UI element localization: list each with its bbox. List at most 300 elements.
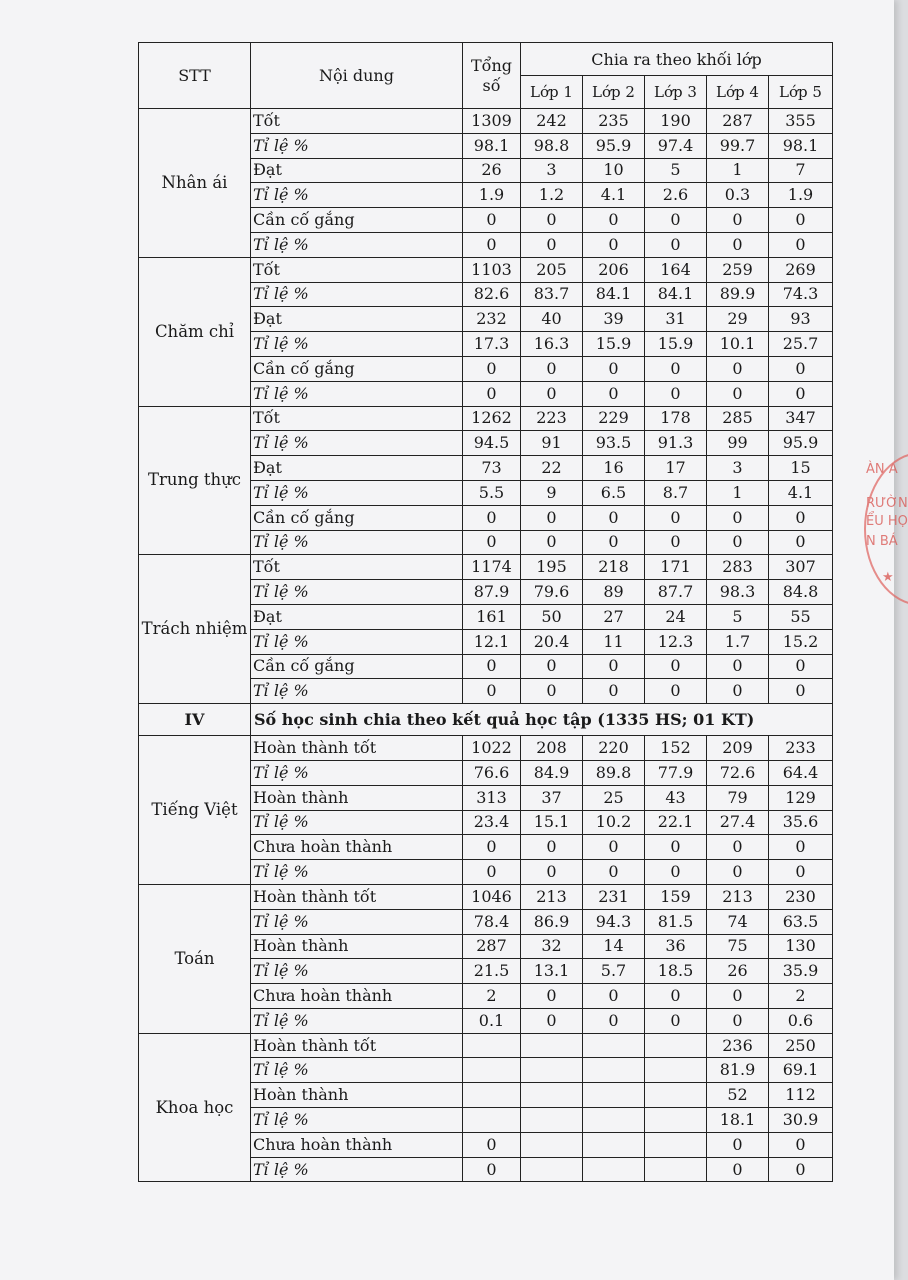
- grade-cell: 22.1: [645, 810, 707, 835]
- grade-cell: 223: [521, 406, 583, 431]
- total-cell: 1103: [463, 257, 521, 282]
- grade-cell: 0: [645, 505, 707, 530]
- grade-cell: 17: [645, 456, 707, 481]
- grade-cell: 129: [769, 785, 833, 810]
- grade-cell: 0: [645, 1008, 707, 1033]
- grade-cell: [521, 1132, 583, 1157]
- row-label: Tỉ lệ %: [251, 1108, 463, 1133]
- grade-cell: 27: [583, 604, 645, 629]
- total-cell: 287: [463, 934, 521, 959]
- grade-cell: 10.1: [707, 332, 769, 357]
- table-row: [139, 406, 833, 431]
- total-cell: 0: [463, 208, 521, 233]
- grade-cell: 0: [769, 654, 833, 679]
- grade-cell: 15: [769, 456, 833, 481]
- grade-cell: 0: [521, 232, 583, 257]
- grade-cell: 84.9: [521, 760, 583, 785]
- grade-cell: 29: [707, 307, 769, 332]
- header-grade-3: Lớp 3: [645, 76, 707, 109]
- grade-cell: 269: [769, 257, 833, 282]
- total-cell: 1309: [463, 109, 521, 134]
- row-label: Cần cố gắng: [251, 505, 463, 530]
- grade-cell: 86.9: [521, 909, 583, 934]
- grade-cell: 43: [645, 785, 707, 810]
- grade-cell: 209: [707, 736, 769, 761]
- grade-cell: [521, 1108, 583, 1133]
- row-label: Tỉ lệ %: [251, 679, 463, 704]
- grade-cell: 347: [769, 406, 833, 431]
- grade-cell: [645, 1157, 707, 1182]
- grade-cell: [645, 1108, 707, 1133]
- table-row: [139, 257, 833, 282]
- header-grade-4: Lớp 4: [707, 76, 769, 109]
- total-cell: 0: [463, 654, 521, 679]
- grade-cell: 285: [707, 406, 769, 431]
- grade-cell: 0: [707, 208, 769, 233]
- grade-cell: 287: [707, 109, 769, 134]
- grade-cell: 229: [583, 406, 645, 431]
- row-label: Tốt: [251, 406, 463, 431]
- total-cell: 232: [463, 307, 521, 332]
- grade-cell: 0: [645, 654, 707, 679]
- row-label: Tỉ lệ %: [251, 480, 463, 505]
- grade-cell: 0: [707, 654, 769, 679]
- grade-cell: 16: [583, 456, 645, 481]
- grade-cell: 213: [707, 884, 769, 909]
- section-title: Số học sinh chia theo kết quả học tập (1335 HS; 01 KT): [251, 704, 833, 736]
- header-grade-1: Lớp 1: [521, 76, 583, 109]
- row-label: Tỉ lệ %: [251, 959, 463, 984]
- grade-cell: 87.7: [645, 580, 707, 605]
- grade-cell: [583, 1108, 645, 1133]
- row-label: Tỉ lệ %: [251, 332, 463, 357]
- grade-cell: [583, 1157, 645, 1182]
- grade-cell: 0: [583, 208, 645, 233]
- row-label: Đạt: [251, 456, 463, 481]
- row-label: Tỉ lệ %: [251, 133, 463, 158]
- row-label: Tỉ lệ %: [251, 381, 463, 406]
- grade-cell: 98.8: [521, 133, 583, 158]
- grade-cell: 0: [521, 505, 583, 530]
- grade-cell: 0: [521, 208, 583, 233]
- total-cell: 0: [463, 679, 521, 704]
- subject-groups: [139, 736, 833, 1182]
- row-label: Tốt: [251, 109, 463, 134]
- grade-cell: 171: [645, 555, 707, 580]
- grade-cell: 0: [583, 984, 645, 1009]
- grade-cell: 35.9: [769, 959, 833, 984]
- grade-cell: 55: [769, 604, 833, 629]
- total-cell: 0: [463, 835, 521, 860]
- total-cell: 0: [463, 530, 521, 555]
- grade-cell: 0: [769, 208, 833, 233]
- grade-cell: 20.4: [521, 629, 583, 654]
- grade-cell: 63.5: [769, 909, 833, 934]
- category-label: Tiếng Việt: [139, 736, 251, 885]
- grade-cell: 0: [769, 530, 833, 555]
- row-label: Tỉ lệ %: [251, 282, 463, 307]
- row-label: Chưa hoàn thành: [251, 835, 463, 860]
- total-cell: 161: [463, 604, 521, 629]
- total-cell: 23.4: [463, 810, 521, 835]
- row-label: Tỉ lệ %: [251, 530, 463, 555]
- total-cell: 1174: [463, 555, 521, 580]
- grade-cell: 159: [645, 884, 707, 909]
- row-label: Tỉ lệ %: [251, 183, 463, 208]
- grade-cell: 11: [583, 629, 645, 654]
- grade-cell: 0: [707, 984, 769, 1009]
- grade-cell: 2.6: [645, 183, 707, 208]
- total-cell: [463, 1108, 521, 1133]
- grade-cell: 0: [583, 835, 645, 860]
- total-cell: 0: [463, 1132, 521, 1157]
- row-label: Tỉ lệ %: [251, 860, 463, 885]
- grade-cell: 0: [583, 505, 645, 530]
- grade-cell: 99: [707, 431, 769, 456]
- grade-cell: 1.2: [521, 183, 583, 208]
- total-cell: 0: [463, 505, 521, 530]
- grade-cell: 1.7: [707, 629, 769, 654]
- total-cell: 0: [463, 356, 521, 381]
- grade-cell: 84.8: [769, 580, 833, 605]
- grade-cell: 0: [707, 232, 769, 257]
- grade-cell: 0: [707, 835, 769, 860]
- grade-cell: 0: [521, 860, 583, 885]
- grade-cell: 195: [521, 555, 583, 580]
- grade-cell: 50: [521, 604, 583, 629]
- grade-cell: 37: [521, 785, 583, 810]
- grade-cell: 4.1: [583, 183, 645, 208]
- row-label: Cần cố gắng: [251, 356, 463, 381]
- total-cell: [463, 1058, 521, 1083]
- grade-cell: 77.9: [645, 760, 707, 785]
- grade-cell: 10: [583, 158, 645, 183]
- grade-cell: 0.6: [769, 1008, 833, 1033]
- grade-cell: [521, 1058, 583, 1083]
- grade-cell: 81.5: [645, 909, 707, 934]
- grade-cell: 74: [707, 909, 769, 934]
- grade-cell: 355: [769, 109, 833, 134]
- grade-cell: 0: [645, 530, 707, 555]
- total-cell: 82.6: [463, 282, 521, 307]
- grade-cell: 15.1: [521, 810, 583, 835]
- grade-cell: 0: [769, 1157, 833, 1182]
- grade-cell: 79.6: [521, 580, 583, 605]
- row-label: Hoàn thành: [251, 785, 463, 810]
- category-label: Nhân ái: [139, 109, 251, 258]
- grade-cell: 91.3: [645, 431, 707, 456]
- grade-cell: 0: [521, 381, 583, 406]
- grade-cell: 31: [645, 307, 707, 332]
- grade-cell: 64.4: [769, 760, 833, 785]
- row-label: Hoàn thành tốt: [251, 884, 463, 909]
- school-stamp: [860, 452, 908, 602]
- total-cell: 12.1: [463, 629, 521, 654]
- grade-cell: 152: [645, 736, 707, 761]
- grade-cell: 0: [707, 1008, 769, 1033]
- grade-cell: 5.7: [583, 959, 645, 984]
- grade-cell: 89.9: [707, 282, 769, 307]
- grade-cell: 10.2: [583, 810, 645, 835]
- section-iv-row: [139, 704, 833, 736]
- grade-cell: 0: [583, 232, 645, 257]
- grade-cell: 93.5: [583, 431, 645, 456]
- row-label: Đạt: [251, 604, 463, 629]
- grade-cell: 18.1: [707, 1108, 769, 1133]
- grade-cell: 164: [645, 257, 707, 282]
- grade-cell: 0: [583, 1008, 645, 1033]
- grade-cell: 0: [583, 356, 645, 381]
- grade-cell: 79: [707, 785, 769, 810]
- grade-cell: 0: [521, 356, 583, 381]
- row-label: Tỉ lệ %: [251, 1058, 463, 1083]
- total-cell: 0: [463, 1157, 521, 1182]
- grade-cell: 0.3: [707, 183, 769, 208]
- grade-cell: 0: [707, 1157, 769, 1182]
- grade-cell: 72.6: [707, 760, 769, 785]
- category-label: Toán: [139, 884, 251, 1033]
- grade-cell: 0: [707, 679, 769, 704]
- row-label: Hoàn thành: [251, 934, 463, 959]
- grade-cell: 213: [521, 884, 583, 909]
- grade-cell: 30.9: [769, 1108, 833, 1133]
- grade-cell: 231: [583, 884, 645, 909]
- grade-cell: 9: [521, 480, 583, 505]
- grade-cell: 0: [645, 984, 707, 1009]
- total-cell: 5.5: [463, 480, 521, 505]
- grade-cell: 230: [769, 884, 833, 909]
- grade-cell: 69.1: [769, 1058, 833, 1083]
- grade-cell: 236: [707, 1033, 769, 1058]
- grade-cell: 74.3: [769, 282, 833, 307]
- total-cell: 0.1: [463, 1008, 521, 1033]
- grade-cell: 99.7: [707, 133, 769, 158]
- grade-cell: 36: [645, 934, 707, 959]
- grade-cell: 0: [521, 679, 583, 704]
- grade-cell: 0: [769, 232, 833, 257]
- grade-cell: 0: [769, 860, 833, 885]
- total-cell: [463, 1033, 521, 1058]
- grade-cell: 0: [645, 835, 707, 860]
- header-content: Nội dung: [251, 43, 463, 109]
- row-label: Tốt: [251, 257, 463, 282]
- grade-cell: 0: [645, 679, 707, 704]
- category-label: Trách nhiệm: [139, 555, 251, 704]
- grade-cell: [583, 1058, 645, 1083]
- grade-cell: 93: [769, 307, 833, 332]
- grade-cell: 18.5: [645, 959, 707, 984]
- grade-cell: 0: [707, 505, 769, 530]
- row-label: Đạt: [251, 307, 463, 332]
- grade-cell: 89: [583, 580, 645, 605]
- table-row: [139, 1033, 833, 1058]
- category-label: Trung thực: [139, 406, 251, 555]
- total-cell: 73: [463, 456, 521, 481]
- grade-cell: [583, 1083, 645, 1108]
- grade-cell: 0: [645, 232, 707, 257]
- grade-cell: 75: [707, 934, 769, 959]
- stamp-text-4: N BÁ: [866, 534, 898, 549]
- section-number: IV: [139, 704, 251, 736]
- grade-cell: 220: [583, 736, 645, 761]
- grade-cell: 91: [521, 431, 583, 456]
- grade-cell: 27.4: [707, 810, 769, 835]
- grade-cell: 0: [521, 654, 583, 679]
- category-label: Chăm chỉ: [139, 257, 251, 406]
- grade-cell: 0: [583, 860, 645, 885]
- grade-cell: 12.3: [645, 629, 707, 654]
- grade-cell: 0: [521, 1008, 583, 1033]
- grade-cell: 283: [707, 555, 769, 580]
- grade-cell: 84.1: [583, 282, 645, 307]
- grade-cell: 1: [707, 158, 769, 183]
- grade-cell: [521, 1083, 583, 1108]
- grade-cell: 130: [769, 934, 833, 959]
- grade-cell: 0: [707, 860, 769, 885]
- grade-cell: 15.2: [769, 629, 833, 654]
- total-cell: 98.1: [463, 133, 521, 158]
- row-label: Tỉ lệ %: [251, 810, 463, 835]
- grade-cell: 250: [769, 1033, 833, 1058]
- grade-cell: 24: [645, 604, 707, 629]
- grade-cell: 16.3: [521, 332, 583, 357]
- grade-cell: 39: [583, 307, 645, 332]
- grade-cell: 235: [583, 109, 645, 134]
- total-cell: 26: [463, 158, 521, 183]
- row-label: Cần cố gắng: [251, 654, 463, 679]
- grade-cell: 190: [645, 109, 707, 134]
- grade-cell: 233: [769, 736, 833, 761]
- total-cell: 1022: [463, 736, 521, 761]
- grade-cell: 206: [583, 257, 645, 282]
- grade-cell: 0: [521, 984, 583, 1009]
- grade-cell: 112: [769, 1083, 833, 1108]
- grade-cell: 0: [645, 356, 707, 381]
- grade-cell: 26: [707, 959, 769, 984]
- grade-cell: 52: [707, 1083, 769, 1108]
- row-label: Đạt: [251, 158, 463, 183]
- total-cell: 1046: [463, 884, 521, 909]
- row-label: Hoàn thành tốt: [251, 736, 463, 761]
- header-grade-5: Lớp 5: [769, 76, 833, 109]
- grade-cell: 0: [769, 835, 833, 860]
- stamp-text-2: RƯỜN: [866, 496, 908, 511]
- grade-cell: 0: [707, 530, 769, 555]
- stamp-star-icon: ★: [882, 570, 894, 585]
- grade-cell: 7: [769, 158, 833, 183]
- total-cell: 21.5: [463, 959, 521, 984]
- grade-cell: 98.3: [707, 580, 769, 605]
- results-table: [138, 42, 833, 1182]
- row-label: Tỉ lệ %: [251, 1157, 463, 1182]
- table-row: [139, 736, 833, 761]
- grade-cell: 0: [583, 654, 645, 679]
- grade-cell: 0: [583, 679, 645, 704]
- grade-cell: 0: [583, 530, 645, 555]
- header-stt: STT: [139, 43, 251, 109]
- grade-cell: 205: [521, 257, 583, 282]
- grade-cell: [583, 1132, 645, 1157]
- row-label: Tốt: [251, 555, 463, 580]
- total-cell: 0: [463, 381, 521, 406]
- total-cell: 87.9: [463, 580, 521, 605]
- total-cell: 1262: [463, 406, 521, 431]
- row-label: Chưa hoàn thành: [251, 984, 463, 1009]
- grade-cell: 0: [769, 356, 833, 381]
- total-cell: 2: [463, 984, 521, 1009]
- total-cell: 0: [463, 860, 521, 885]
- total-cell: 17.3: [463, 332, 521, 357]
- total-cell: 0: [463, 232, 521, 257]
- table-row: [139, 109, 833, 134]
- grade-cell: 5: [707, 604, 769, 629]
- grade-cell: 15.9: [583, 332, 645, 357]
- grade-cell: 4.1: [769, 480, 833, 505]
- grade-cell: 0: [769, 1132, 833, 1157]
- grade-cell: 0: [707, 356, 769, 381]
- grade-cell: 0: [645, 208, 707, 233]
- grade-cell: 5: [645, 158, 707, 183]
- grade-cell: 307: [769, 555, 833, 580]
- grade-cell: 0: [707, 381, 769, 406]
- grade-cell: 0: [645, 860, 707, 885]
- grade-cell: 2: [769, 984, 833, 1009]
- total-cell: 94.5: [463, 431, 521, 456]
- grade-cell: 40: [521, 307, 583, 332]
- grade-cell: 0: [645, 381, 707, 406]
- grade-cell: 95.9: [583, 133, 645, 158]
- grade-cell: 3: [521, 158, 583, 183]
- grade-cell: 97.4: [645, 133, 707, 158]
- grade-cell: 259: [707, 257, 769, 282]
- grade-cell: 242: [521, 109, 583, 134]
- grade-cell: 3: [707, 456, 769, 481]
- grade-cell: [645, 1033, 707, 1058]
- grade-cell: 25.7: [769, 332, 833, 357]
- grade-cell: [521, 1157, 583, 1182]
- grade-cell: [521, 1033, 583, 1058]
- total-cell: 313: [463, 785, 521, 810]
- header-total: Tổng số: [463, 43, 521, 109]
- row-label: Tỉ lệ %: [251, 431, 463, 456]
- category-label: Khoa học: [139, 1033, 251, 1182]
- grade-cell: [645, 1058, 707, 1083]
- row-label: Tỉ lệ %: [251, 580, 463, 605]
- grade-cell: 0: [583, 381, 645, 406]
- row-label: Cần cố gắng: [251, 208, 463, 233]
- stamp-text-1: ÀN A: [866, 462, 898, 477]
- grade-cell: 94.3: [583, 909, 645, 934]
- grade-cell: 218: [583, 555, 645, 580]
- grade-cell: 178: [645, 406, 707, 431]
- grade-cell: 1: [707, 480, 769, 505]
- grade-cell: 15.9: [645, 332, 707, 357]
- grade-cell: [583, 1033, 645, 1058]
- grade-cell: 98.1: [769, 133, 833, 158]
- row-label: Tỉ lệ %: [251, 760, 463, 785]
- row-label: Chưa hoàn thành: [251, 1132, 463, 1157]
- grade-cell: 0: [521, 530, 583, 555]
- grade-cell: [645, 1132, 707, 1157]
- grade-cell: 81.9: [707, 1058, 769, 1083]
- grade-cell: 0: [769, 505, 833, 530]
- row-label: Tỉ lệ %: [251, 1008, 463, 1033]
- total-cell: 76.6: [463, 760, 521, 785]
- grade-cell: 0: [769, 381, 833, 406]
- grade-cell: 83.7: [521, 282, 583, 307]
- row-label: Hoàn thành: [251, 1083, 463, 1108]
- grade-cell: 84.1: [645, 282, 707, 307]
